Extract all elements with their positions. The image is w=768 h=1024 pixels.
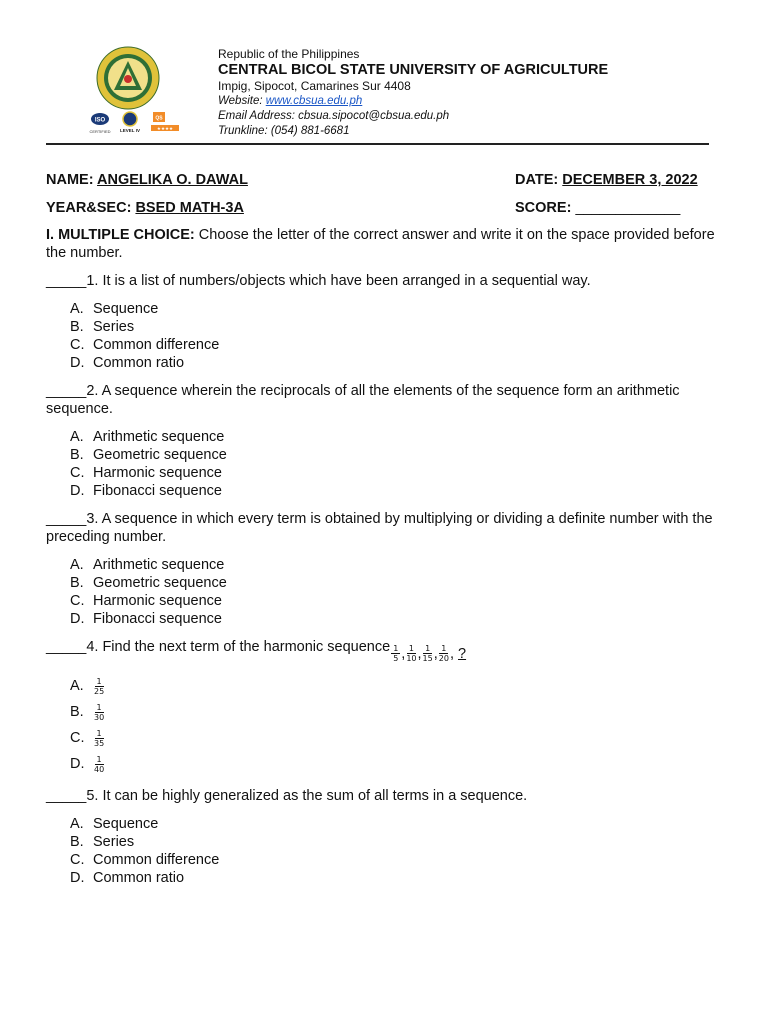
question-3-options [70, 556, 726, 628]
option: C. Common difference [70, 337, 220, 353]
iso-badge-icon [89, 113, 110, 134]
option: C. Harmonic sequence [70, 465, 222, 481]
score-blank: _____________ [575, 200, 681, 216]
svg-text:CERTIFIED: CERTIFIED [89, 129, 111, 134]
svg-text:QS: QS [155, 115, 163, 122]
option: C. Common difference [70, 852, 220, 868]
fraction: $\frac{1}{10}$ [406, 644, 417, 663]
option: A. Arithmetic sequence [70, 429, 225, 445]
fraction: $\frac{1}{5}$ [393, 644, 399, 663]
name-date-row [46, 172, 726, 188]
score-field [515, 200, 680, 216]
quiz-content [46, 226, 726, 897]
university-name: CENTRAL BICOL STATE UNIVERSITY OF AGRICULTURE [218, 62, 609, 78]
yearsec-score-row [46, 200, 726, 216]
name-value: ANGELIKA O. DAWAL [97, 172, 248, 188]
option: B. Series [70, 834, 135, 850]
harmonic-sequence: $\frac{1}{5}$ , $\frac{1}{10}$ , $\frac{1}{15}$ , $\frac{1}{20}$ , ? [393, 644, 467, 663]
email-text: Email Address: cbsua.sipocot@cbsua.edu.ph [218, 110, 450, 122]
option: D. Fibonacci sequence [70, 483, 222, 499]
qs-stars-badge-icon [151, 112, 179, 132]
header-divider [46, 143, 709, 145]
website-link[interactable]: www.cbsua.edu.ph [265, 95, 363, 107]
yearsec-label: YEAR&SEC: [46, 200, 132, 216]
website-line [218, 94, 608, 109]
question-4-options [70, 673, 726, 777]
republic-text: Republic of the Philippines [218, 47, 360, 61]
question-2: _____2. A sequence wherein the reciprocals of all the elements of the sequence form an arithmetic sequence. [46, 383, 680, 417]
website-label: Website: [218, 95, 263, 107]
svg-text:★★★★: ★★★★ [156, 127, 174, 132]
option: A. $\frac{1}{25}$ [70, 676, 105, 696]
option: A. Sequence [70, 301, 159, 317]
option: A. Sequence [70, 816, 159, 832]
option: C. $\frac{1}{35}$ [70, 728, 105, 748]
sequence-unknown: ? [458, 645, 467, 662]
letterhead [218, 47, 608, 139]
instructions-text: Choose the letter of the correct answer and write it on the space provided before the number. [46, 227, 715, 261]
question-4-text: _____4. Find the next term of the harmonic sequence [46, 639, 391, 655]
option: B. Series [70, 319, 135, 335]
option: D. $\frac{1}{40}$ [70, 754, 105, 774]
date-field [515, 172, 698, 188]
yearsec-value: BSED MATH-3A [135, 200, 244, 216]
question-5: _____5. It can be highly generalized as the sum of all terms in a sequence. [46, 788, 528, 804]
date-label: DATE: [515, 172, 559, 188]
name-label: NAME: [46, 172, 94, 188]
certification-badges [88, 110, 183, 136]
svg-text:ISO: ISO [94, 117, 106, 124]
question-3: _____3. A sequence in which every term is obtained by multiplying or dividing a definite number with the preceding number. [46, 511, 713, 545]
date-value: DECEMBER 3, 2022 [562, 172, 698, 188]
address-text: Impig, Sipocot, Camarines Sur 4408 [218, 79, 411, 93]
svg-text:LEVEL IV: LEVEL IV [120, 128, 140, 133]
option: D. Fibonacci sequence [70, 611, 222, 627]
score-label: SCORE: [515, 200, 572, 216]
trunkline-text: Trunkline: (054) 881-6681 [218, 125, 350, 137]
option: B. Geometric sequence [70, 447, 227, 463]
fraction: $\frac{1}{15}$ [422, 644, 433, 663]
question-2-options [70, 428, 726, 500]
option: B. $\frac{1}{30}$ [70, 702, 105, 722]
option: A. Arithmetic sequence [70, 557, 225, 573]
question-1: _____1. It is a list of numbers/objects which have been arranged in a sequential way. [46, 273, 591, 289]
instructions-label: I. MULTIPLE CHOICE: [46, 227, 195, 243]
question-1-options [70, 300, 726, 372]
level-iv-badge-icon [120, 112, 140, 133]
option: C. Harmonic sequence [70, 593, 222, 609]
option: D. Common ratio [70, 870, 185, 886]
university-seal-logo [96, 46, 160, 110]
instructions [46, 226, 726, 262]
option: B. Geometric sequence [70, 575, 227, 591]
fraction: $\frac{1}{20}$ [438, 644, 449, 663]
option: D. Common ratio [70, 355, 185, 371]
question-5-options [70, 815, 726, 887]
question-4 [46, 638, 726, 663]
